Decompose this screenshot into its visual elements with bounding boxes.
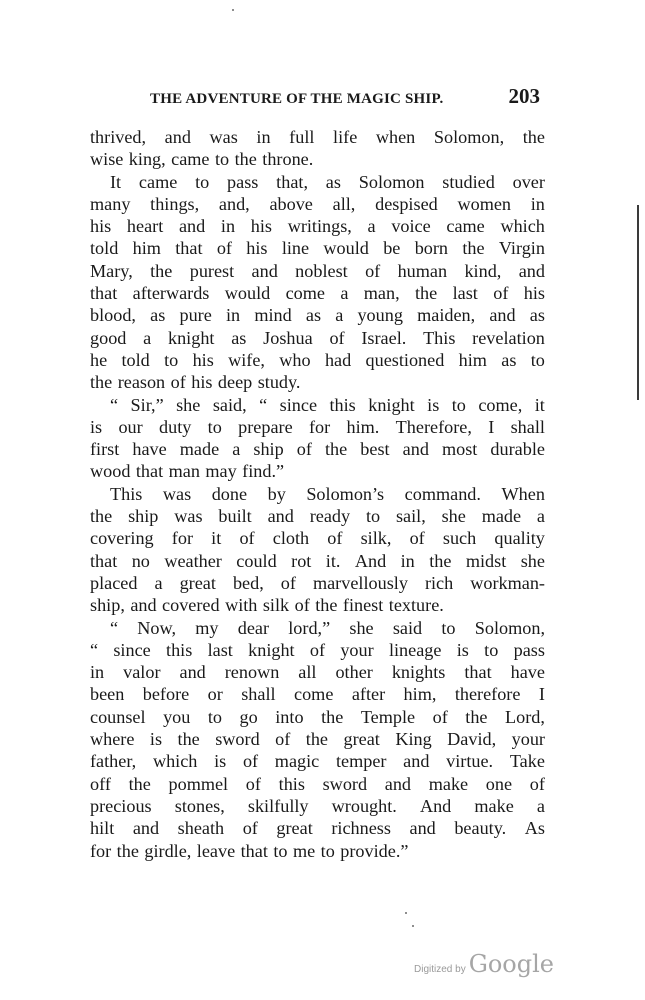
text-line: for the girdle, leave that to me to provide.” [90,840,409,861]
text-line: first have made a ship of the best and most durable [90,439,545,460]
text-line: he told to his wife, who had questioned him as to [90,349,545,370]
text-line: “ since this last knight of your lineage is to pass [90,639,545,660]
scan-speck [412,925,414,927]
text-line: father, which is of magic temper and virtue. Take [90,751,545,772]
body-text [90,126,545,862]
text-line: It came to pass that, as Solomon studied over [110,171,545,192]
text-line: the ship was built and ready to sail, she made a [90,506,545,527]
text-line: where is the sword of the great King David, your [90,729,545,750]
text-line: Mary, the purest and noblest of human kind, and [90,260,545,281]
watermark-prefix: Digitized by [414,964,466,975]
text-line: that no weather could rot it. And in the midst she [90,550,545,571]
text-line: ship, and covered with silk of the finest texture. [90,595,444,616]
text-line: hilt and sheath of great richness and beauty. As [90,818,545,839]
text-line: precious stones, skilfully wrought. And make a [90,795,545,816]
text-line: “ Sir,” she said, “ since this knight is to come, it [110,394,545,415]
margin-rule [637,205,639,400]
page-number: 203 [508,84,540,108]
text-line: is our duty to prepare for him. Therefore, I shall [90,416,545,437]
text-line: wood that man may find.” [90,461,285,482]
text-line: off the pommel of this sword and make one of [90,773,545,794]
text-line: placed a great bed, of marvellously rich workman- [90,572,545,593]
text-line: “ Now, my dear lord,” she said to Solomon, [110,617,545,638]
text-line: his heart and in his writings, a voice came which [90,216,545,237]
running-head [150,84,540,114]
text-line: been before or shall come after him, therefore I [90,684,545,705]
text-line: blood, as pure in mind as a young maiden, and as [90,305,545,326]
scan-speck [405,912,407,914]
running-title: THE ADVENTURE OF THE MAGIC SHIP. [150,91,444,107]
google-logo: Google [468,950,554,978]
text-line: in valor and renown all other knights that have [90,662,545,683]
text-line: good a knight as Joshua of Israel. This revelation [90,327,545,348]
digitized-watermark [414,950,554,980]
text-line: thrived, and was in full life when Solomon, the [90,127,545,147]
text-line: that afterwards would come a man, the last of his [90,283,545,304]
scan-speck [232,9,234,11]
text-line: the reason of his deep study. [90,372,301,393]
text-line: counsel you to go into the Temple of the Lord, [90,706,545,727]
text-line: wise king, came to the throne. [90,149,314,170]
text-line: many things, and, above all, despised women in [90,193,545,214]
text-line: told him that of his line would be born the Virgin [90,238,545,259]
text-line: This was done by Solomon’s command. When [110,483,545,504]
text-line: covering for it of cloth of silk, of such quality [90,528,545,549]
